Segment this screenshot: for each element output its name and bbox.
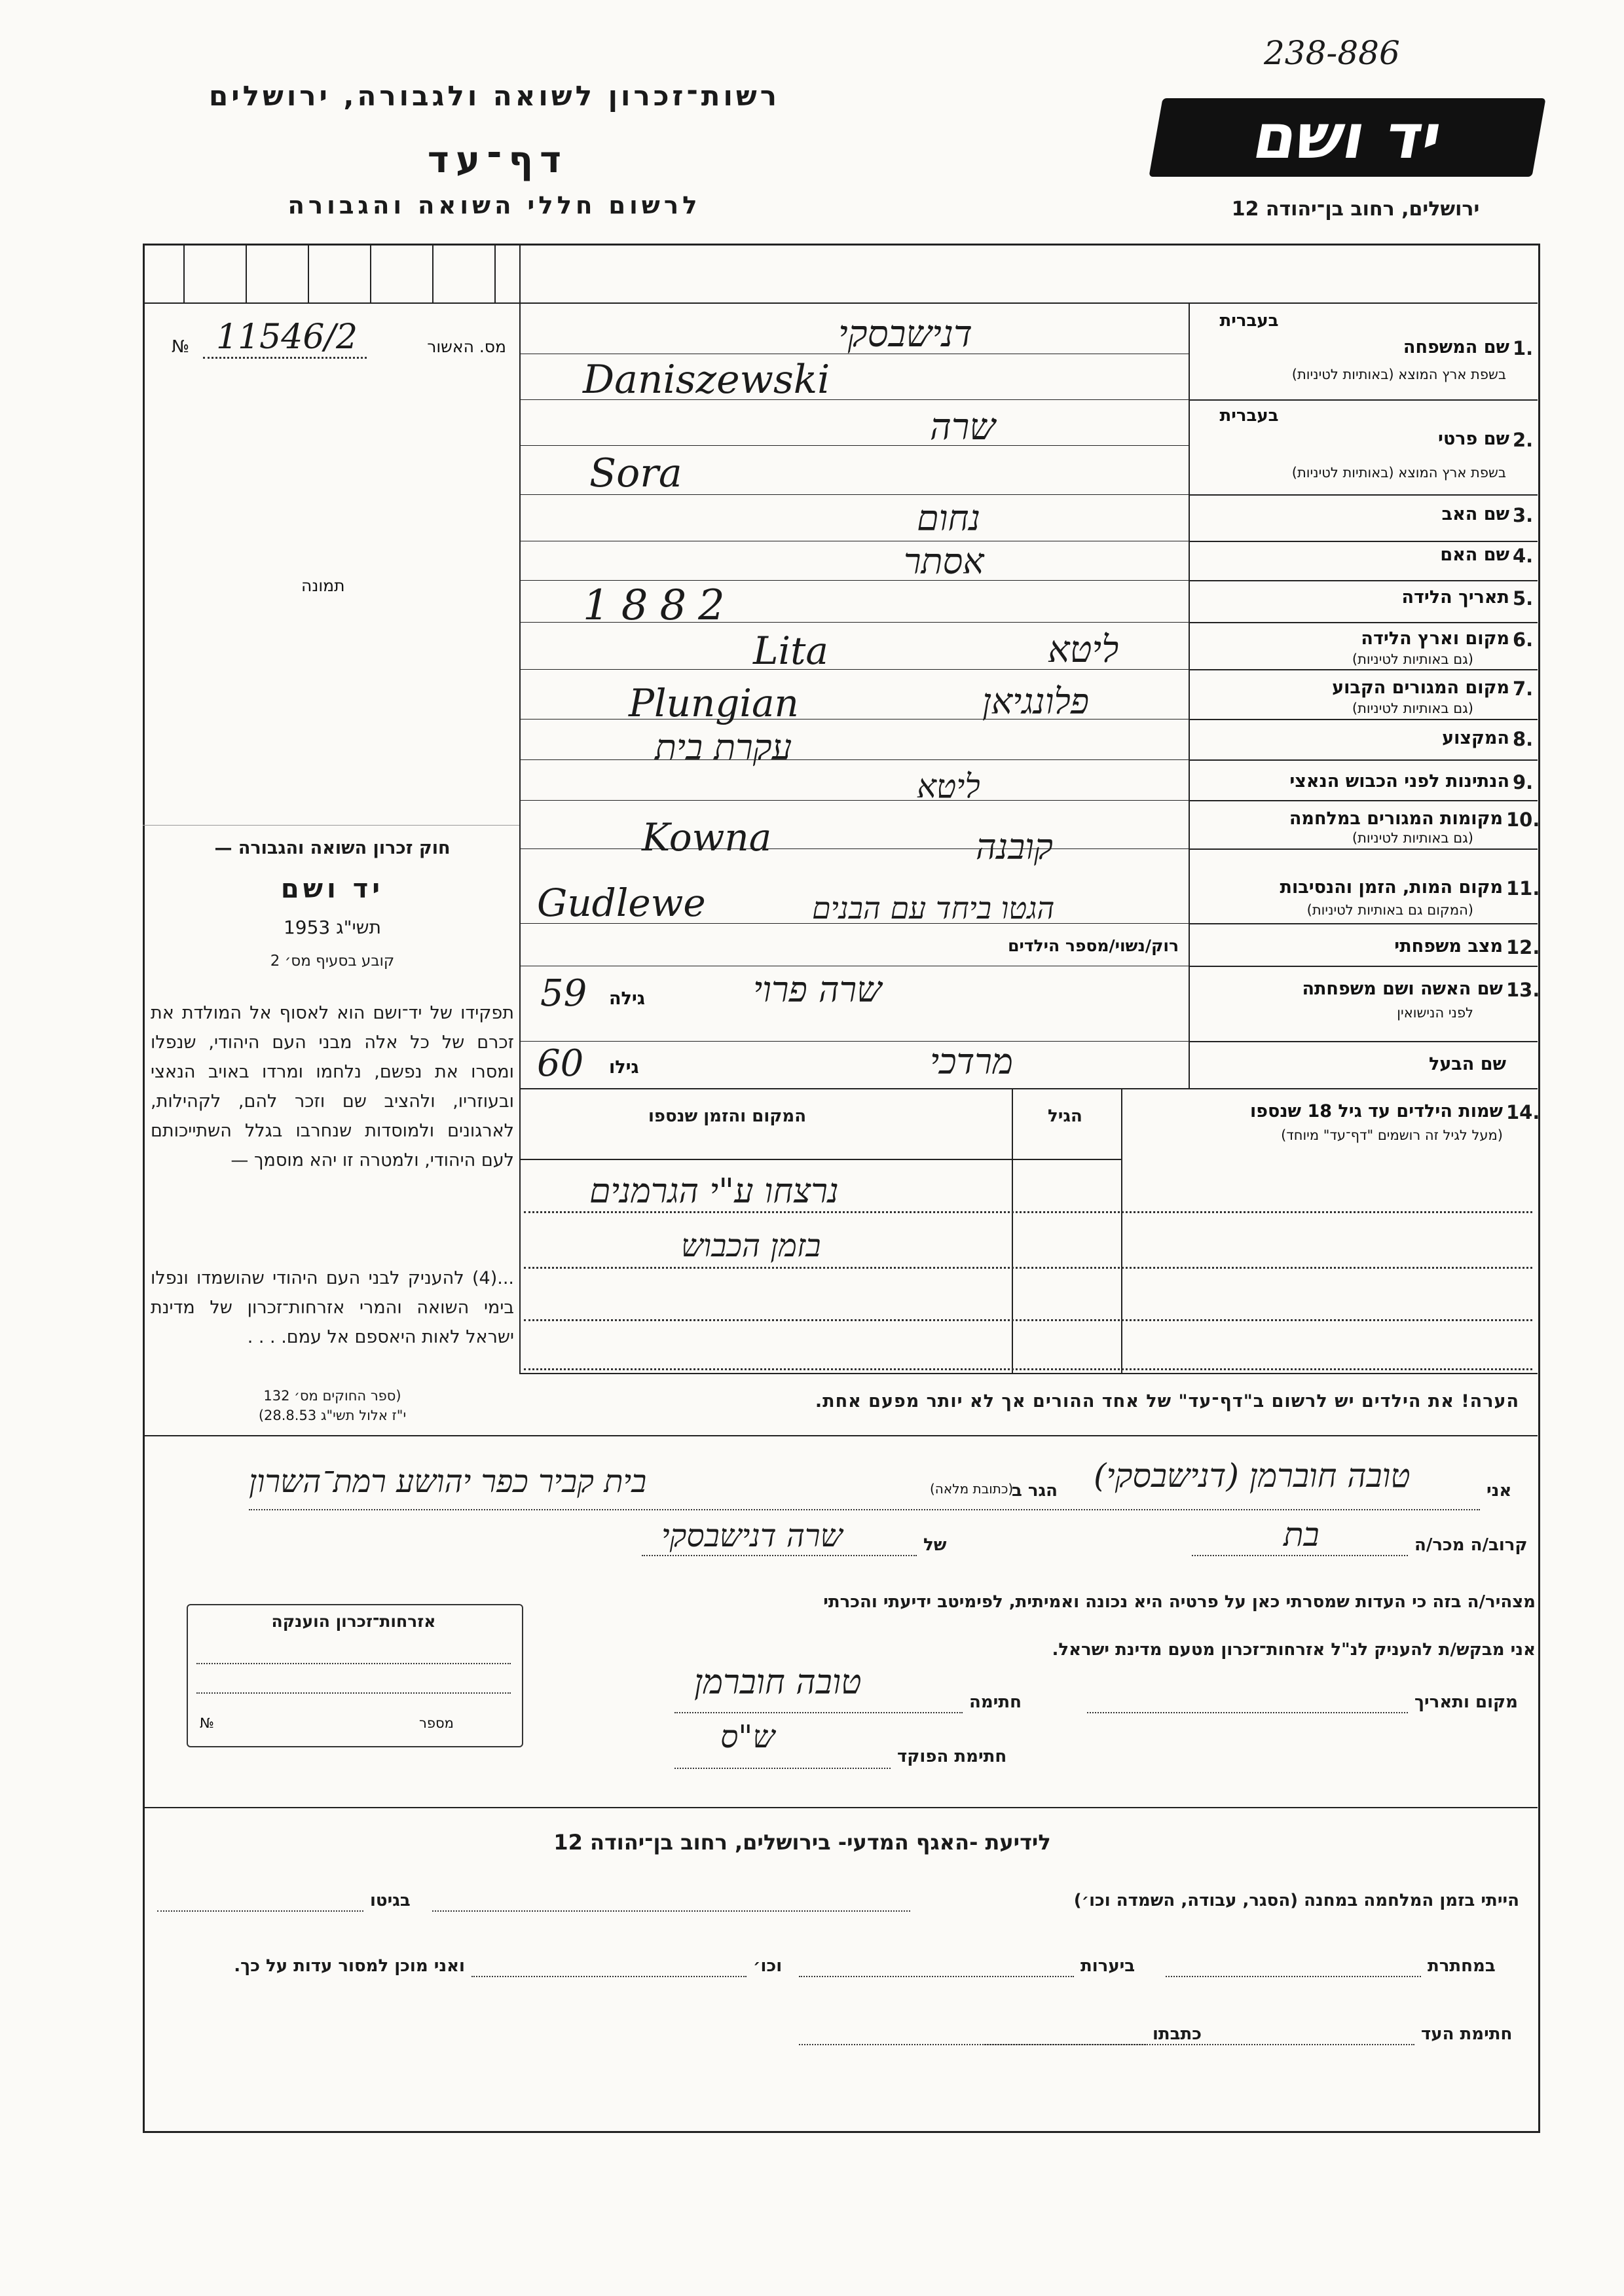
children-title: שמות הילדים עד גיל 18 שנספו	[1249, 1101, 1503, 1121]
authority-name: רשות־זכרון לשואה ולגבורה, ירושלים	[208, 80, 781, 112]
field-2-label: שם פרטי	[1438, 429, 1509, 449]
officer-signature-value: ש"ס	[720, 1719, 775, 1755]
field-9-label: הנתינות לפני הכבוש הנאצי	[1289, 771, 1509, 792]
law-title: חוק זכרון השואה והגבורה —	[214, 838, 451, 858]
law-ref-1: (ספר החוקים מס׳ 132	[263, 1388, 401, 1404]
note: הערה! את הילדים יש לרשום ב"דף־עד" של אחד ההורים אך לא יותר מפעם אחת.	[815, 1391, 1519, 1412]
field-9-num: 9.	[1513, 771, 1534, 793]
children-col-place: המקום והזמן שנספו	[648, 1106, 807, 1126]
field-1-sub: בשפת ארץ המוצא (באותיות לטיניות)	[1291, 367, 1506, 382]
field-11-value-hebrew: הגטו ביחד עם הבנים	[812, 890, 1055, 926]
field-7-value-latin: Plungian	[629, 681, 799, 725]
husband-age: 60	[537, 1042, 584, 1085]
officer-signature-label: חתימת הפוקד	[897, 1747, 1007, 1766]
signature-value: טובה חוברמן	[694, 1663, 862, 1702]
husband-value: מרדכי	[930, 1041, 1013, 1082]
field-4-value: אסתר	[904, 541, 984, 582]
field-13-num: 13.	[1506, 979, 1540, 1001]
relative-label: קרוב/ה מכר/ה	[1414, 1535, 1528, 1555]
of-label: של	[923, 1535, 947, 1555]
law-ref-2: י"ז אלול תשי"ג 28.8.53)	[258, 1408, 407, 1423]
field-3-label: שם האב	[1441, 504, 1509, 524]
field-6-num: 6.	[1513, 629, 1534, 651]
field-1-value-hebrew: דנישבסקי	[838, 313, 972, 355]
citizenship-no-label: №	[200, 1715, 214, 1731]
law-clause: קובע בסעיף מס׳ 2	[270, 953, 395, 970]
approval-number: 11546/2	[216, 318, 358, 357]
field-11-num: 11.	[1506, 877, 1540, 900]
field-10-num: 10.	[1506, 809, 1540, 831]
field-9-value: ליטא	[917, 767, 980, 805]
yad-vashem-logo: יד ושם	[1149, 98, 1545, 177]
bottom-line-3a: חתימת העד	[1421, 2024, 1513, 2044]
approval-label: מס. האשור	[427, 337, 506, 356]
law-paragraph-2: ...(4) להעניק לבני העם היהודי שהושמדו ונפלו בימי השואה והמרי אזרחות־זכרון של מדינת ישראל לאות היאספם אל עמם. . . .	[151, 1268, 514, 1347]
field-13-value: שרה פרוי	[753, 969, 882, 1010]
children-sub: (מעל לגיל זה רושמים "דף־עד" מיוחד)	[1281, 1127, 1503, 1143]
field-7-num: 7.	[1513, 678, 1534, 700]
bottom-line-2d: ואני מוכן למסור עדות על כך.	[234, 1956, 465, 1976]
field-5-label: תאריך הלידה	[1401, 587, 1509, 608]
field-3-num: 3.	[1513, 504, 1534, 526]
bottom-line-2b: ביערות	[1080, 1956, 1135, 1976]
declaration-haggar: הגר ב	[1012, 1481, 1058, 1501]
approval-no-label: №	[172, 337, 190, 357]
declaration-statement-2: אני מבקש/ת להעניק לנ"ל אזרחות־זכרון מטעם מדינת ישראל.	[1052, 1640, 1536, 1660]
relation-value: בת	[1283, 1516, 1320, 1554]
field-8-num: 8.	[1513, 728, 1534, 750]
of-value: שרה דנישבסקי	[661, 1518, 843, 1554]
field-4-label: שם האם	[1440, 545, 1509, 565]
field-10-label: מקומות המגורים במלחמה	[1289, 809, 1503, 829]
law-name: יד ושם	[280, 874, 384, 904]
citizenship-number-label: מספר	[419, 1715, 454, 1731]
field-12-mid-label: רוק/נשוי/מספר הילדים	[1008, 936, 1179, 955]
field-6-value-hebrew: ליטא	[1048, 629, 1119, 671]
field-6-value-latin: Lita	[753, 629, 828, 673]
field-12-num: 12.	[1506, 936, 1540, 958]
children-num: 14.	[1506, 1101, 1540, 1123]
field-7-sub: (גם באותיות לטיניות)	[1352, 701, 1473, 716]
label-column-divider	[1189, 302, 1190, 1088]
husband-age-label: גילו	[609, 1057, 639, 1078]
husband-label: שם הבעל	[1428, 1054, 1506, 1074]
field-13-age-label: גילה	[609, 989, 645, 1009]
field-3-value: נחום	[917, 498, 981, 539]
field-4-num: 4.	[1513, 545, 1534, 567]
field-2-tag: בעברית	[1219, 406, 1279, 426]
field-11-sub: (המקום גם באותיות לטיניות)	[1306, 902, 1473, 918]
declarant-address: בית קביר כפר יהושע רמת־השרון	[249, 1463, 647, 1500]
field-8-label: המקצוע	[1442, 728, 1509, 748]
field-5-num: 5.	[1513, 587, 1534, 610]
bottom-line-1b: בגיטו	[370, 1891, 411, 1910]
field-7-value-hebrew: פלונגיאן	[982, 681, 1090, 722]
field-10-sub: (גם באותיות לטיניות)	[1352, 830, 1473, 846]
field-13-label: שם האשה ושם משפחתה	[1302, 979, 1503, 999]
bottom-title: לידיעת -האגף המדעי- בירושלים, רחוב בן־יהודה 12	[553, 1830, 1051, 1855]
law-year: תשי"ג 1953	[283, 917, 382, 938]
field-10-value-latin: Kowna	[642, 815, 772, 860]
bottom-line-1a: הייתי בזמן המלחמה במחנה (הסגר, עבודה, השמדה וכו׳)	[1073, 1891, 1519, 1910]
law-paragraph-1: תפקידו של יד־ושם הוא לאסוף אל המולדת את זכרם של כל אלה מבני העם היהודי, שנפלו ומסרו את נפשם, נלחמו ומרדו באויב הנאצי ובעוזריו, ולהציב שם וזכר להם, לקהילות, לארגונים ולמוסדות שנחרבו בגלל השתייכותם לעם היהודי, ולמטרה זו יהא מוסמך —	[151, 1003, 514, 1171]
field-10-value-hebrew: קובנה	[976, 826, 1053, 867]
declaration-full-address-label: (כתובת מלאה)	[930, 1481, 1014, 1497]
field-13-sub: לפני הנישואין	[1397, 1005, 1473, 1021]
field-11-label: מקום המות, הזמן והנסיבות	[1280, 877, 1503, 898]
field-12-label: מצב משפחתי	[1394, 936, 1503, 957]
bottom-line-2c: וכו׳	[753, 1956, 783, 1976]
field-1-tag: בעברית	[1219, 311, 1279, 331]
form-subtitle: לרשום חללי השואה והגבורה	[287, 191, 701, 219]
children-row-2: בזמן הכבוש	[681, 1228, 821, 1264]
field-11-value-latin: Gudlewe	[537, 881, 706, 925]
field-13-age: 59	[540, 972, 587, 1015]
field-1-value-latin: Daniszewski	[583, 357, 830, 403]
top-strip-line	[143, 302, 1538, 304]
logo-address: ירושלים, רחוב בן־יהודה 12	[1231, 198, 1480, 221]
children-row-1: נרצחו ע"י הגרמנים	[589, 1172, 839, 1211]
declaration-ani: אני	[1486, 1481, 1512, 1501]
archive-number: 238-886	[1264, 34, 1400, 72]
field-2-value-latin: Sora	[589, 450, 682, 496]
form-title: דף־עד	[427, 139, 568, 181]
field-5-value: 1882	[583, 581, 737, 630]
field-2-num: 2.	[1513, 429, 1534, 451]
children-col-age: הגיל	[1048, 1106, 1082, 1126]
field-1-num: 1.	[1513, 337, 1534, 359]
field-6-label: מקום וארץ הלידה	[1361, 629, 1509, 649]
bottom-line-3b-visible: כתבתו	[1153, 2024, 1202, 2044]
field-2-value-hebrew: שרה	[930, 406, 995, 448]
declarant-name: טובה חוברמן (דנישבסקי)	[1094, 1457, 1411, 1495]
citizenship-title: אזרחות־זכרון הוענקה	[271, 1612, 436, 1631]
bottom-line-2a: במחתרת	[1428, 1956, 1496, 1976]
field-7-label: מקום המגורים הקבוע	[1332, 678, 1509, 698]
signature-label: חתימה	[969, 1692, 1022, 1712]
photo-label: תמונה	[301, 576, 345, 595]
field-1-label: שם המשפחה	[1403, 337, 1509, 357]
declaration-statement-1: מצהיר/ה בזה כי העדות שמסרתי כאן על פרטיה היא נכונה ואמיתית, לפימיטב ידיעתי והכרתי	[823, 1592, 1536, 1612]
field-6-sub: (גם באותיות לטיניות)	[1352, 651, 1473, 667]
field-8-value: עקרת בית	[655, 727, 792, 768]
field-2-sub: בשפת ארץ המוצא (באותיות לטיניות)	[1291, 465, 1506, 481]
left-column-divider	[519, 244, 521, 1373]
place-date-label: מקום ותאריך	[1414, 1692, 1518, 1712]
